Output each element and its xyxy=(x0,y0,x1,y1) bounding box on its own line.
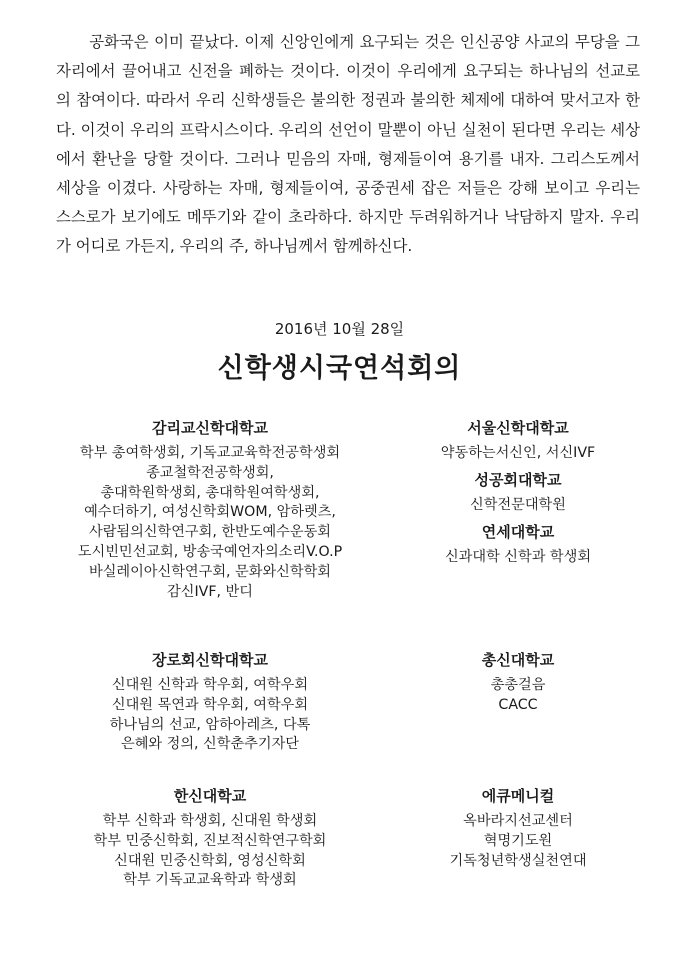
member-line: 신대원 신학과 학우회, 여학우회 xyxy=(111,677,309,693)
school-name: 감리교신학대학교 xyxy=(152,419,268,437)
janghoe-block xyxy=(50,650,370,755)
member-line: 신대원 목연과 학우회, 여학우회 xyxy=(111,696,309,713)
school-name: 서울신학대학교 xyxy=(467,419,569,437)
member-line: 사람됨의신학연구회, 한반도예수운동회 xyxy=(88,524,331,541)
school-name: 에큐메니컬 xyxy=(481,787,555,805)
hanshin-block xyxy=(50,786,370,891)
member-line: 학부 신학과 학생회, 신대원 학생회 xyxy=(102,813,318,829)
member-line: 기독청년학생실천연대 xyxy=(449,852,587,869)
gamsin-block xyxy=(50,418,370,602)
member-line: 옥바라지선교센터 xyxy=(463,813,573,829)
member-line: 약동하는서신인, 서신IVF xyxy=(440,445,596,461)
member-line: 총총걸음 xyxy=(490,677,546,693)
declaration-paragraph: 공화국은 이미 끝났다. 이제 신앙인에게 요구되는 것은 인신공양 사교의 무당을 그 자리에서 끌어내고 신전을 폐하는 것이다. 이것이 우리에게 요구되는 하나님의 선교로의 참여이다. 따라서 우리 신학생들은 불의한 정권과 불의한 체제에 대하여 맞서고자 한다. 이것이 우리의 프락시스이다. 우리의 선언이 말뿐이 아닌 실천이 된다면 우리는 세상에서 환난을 당할 것이다. 그러나 믿음의 자매, 형제들이여 용기를 내자. 그리스도께서 세상을 이겼다. 사랑하는 자매, 형제들이여, 공중권세 잡은 저들은 강해 보이고 우리는 스스로가 보기에도 메뚜기와 같이 초라하다. 하지만 두려워하거나 낙담하지 말자. 우리가 어디로 가든지, 우리의 주, 하나님께서 함께하신다. xyxy=(56,33,645,256)
member-line: 신학전문대학원 xyxy=(470,497,566,513)
school-name: 총신대학교 xyxy=(481,651,555,669)
member-line: 학부 민중신학회, 진보적신학연구학회 xyxy=(93,832,327,849)
member-line: 바실레이아신학연구회, 문화와신학학회 xyxy=(88,563,331,580)
chongsin-block xyxy=(400,650,636,716)
member-line: 도시빈민선교회, 방송국예언자의소리V.O.P xyxy=(77,543,343,560)
yonsei-block xyxy=(400,522,636,568)
school-name: 성공회대학교 xyxy=(474,471,562,489)
member-line: 총대학원학생회, 총대학원여학생회, xyxy=(100,484,320,501)
member-line: 학부 총여학생회, 기독교교육학전공학생회 xyxy=(79,445,341,461)
seoul-block xyxy=(400,418,636,464)
organization-title: 신학생시국연석회의 xyxy=(217,353,462,384)
member-line: 종교철학전공학생회, xyxy=(146,464,274,481)
member-line: 예수더하기, 여성신학회WOM, 암하렛츠, xyxy=(84,504,336,521)
member-line: 하나님의 선교, 암하아레츠, 다톡 xyxy=(109,716,311,733)
member-line: 학부 기독교교육학과 학생회 xyxy=(123,872,297,889)
member-line: CACC xyxy=(498,696,538,713)
seonggong-block xyxy=(400,470,636,516)
school-name: 한신대학교 xyxy=(173,787,247,805)
member-line: 은혜와 정의, 신학춘추기자단 xyxy=(121,736,299,753)
declaration-date: 2016년 10월 28일 xyxy=(274,320,405,338)
member-line: 신대원 민중신학회, 영성신학회 xyxy=(114,852,306,869)
member-line: 신과대학 신학과 학생회 xyxy=(444,549,592,565)
member-line: 혁명기도원 xyxy=(483,832,553,849)
ecumenical-block xyxy=(400,786,636,871)
member-line: 감신IVF, 반디 xyxy=(167,583,253,600)
school-name: 장로회신학대학교 xyxy=(152,651,268,669)
school-name: 연세대학교 xyxy=(481,523,555,541)
